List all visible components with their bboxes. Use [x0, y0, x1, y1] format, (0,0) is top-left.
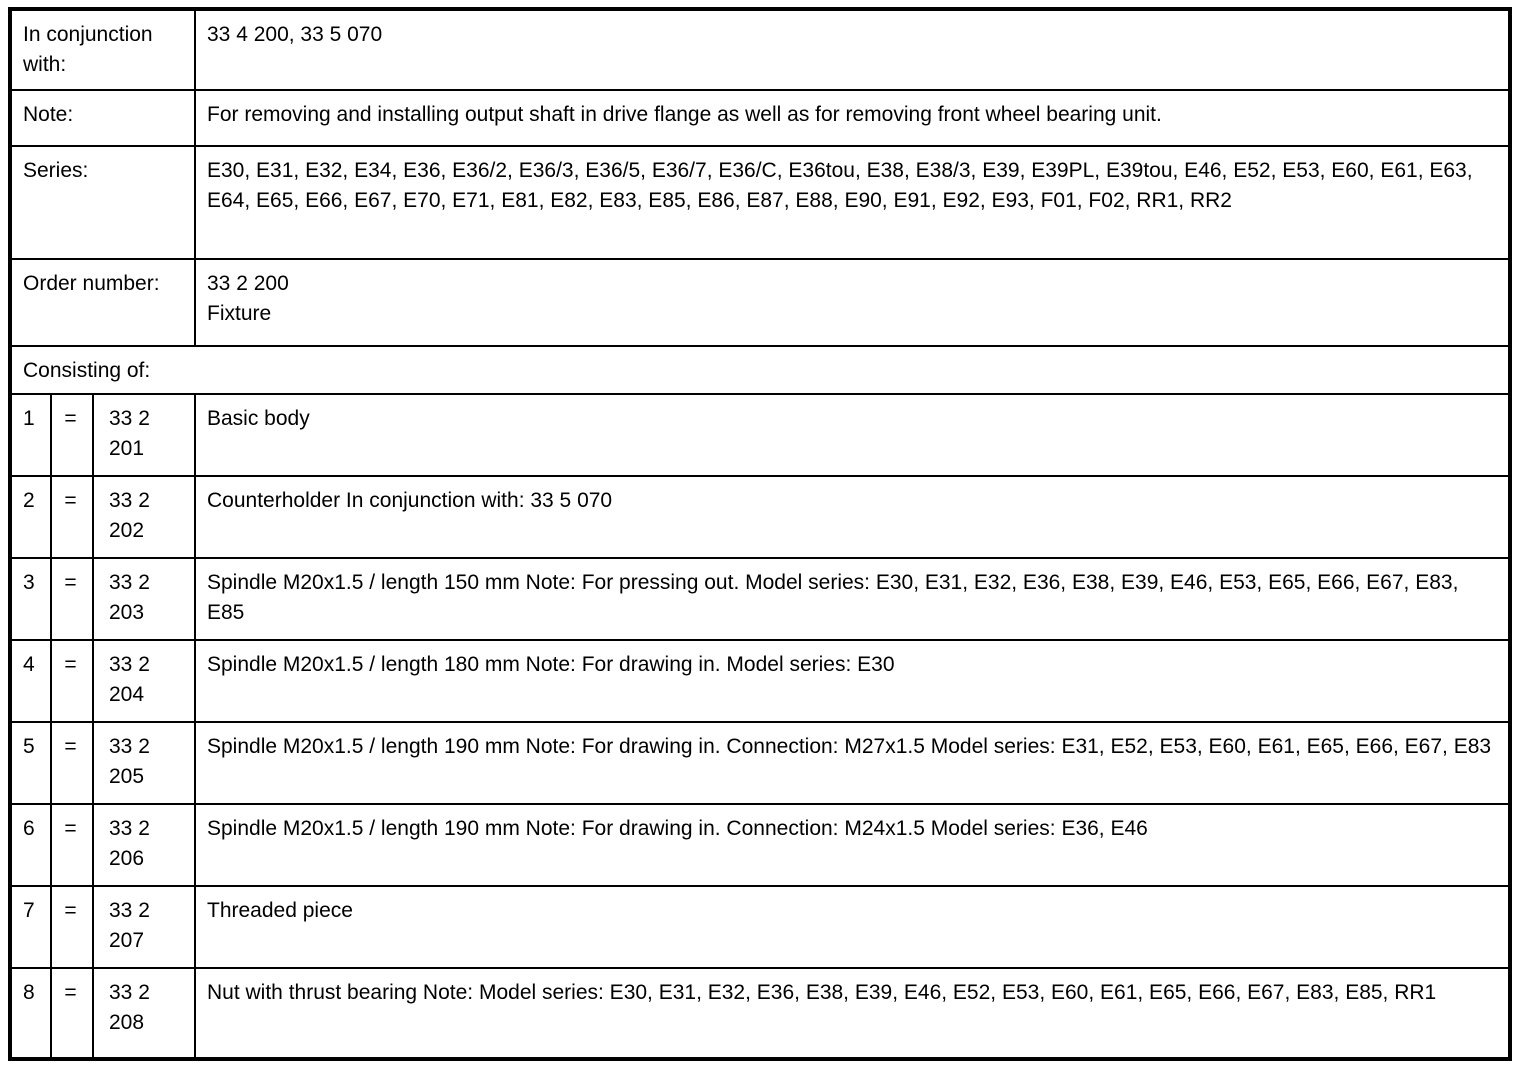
- item-index: 4: [12, 641, 52, 721]
- item-index: 5: [12, 723, 52, 803]
- order-number: 33 2 200: [207, 272, 289, 295]
- equals-sign: =: [52, 559, 94, 639]
- item-part-number: 33 2 204: [94, 641, 196, 721]
- order-name: Fixture: [207, 302, 272, 325]
- equals-sign: =: [52, 395, 94, 475]
- equals-sign: =: [52, 723, 94, 803]
- series-value: E30, E31, E32, E34, E36, E36/2, E36/3, E36/5, E36/7, E36/C, E36tou, E38, E38/3, E39, E39PL, E39tou, E46, E52, E53, E60, E61, E63, E64, E65, E66, E67, E70, E71, E81, E82, E83, E85, E86, E87, E88, E90, E91, E92, E93, F01, F02, RR1, RR2: [207, 159, 1473, 212]
- item-index: 3: [12, 559, 52, 639]
- equals-sign: =: [52, 805, 94, 885]
- item-part-number: 33 2 203: [94, 559, 196, 639]
- table-row: [12, 641, 1508, 723]
- order-number-value: [196, 260, 1508, 345]
- equals-sign: =: [52, 641, 94, 721]
- table-row: [12, 805, 1508, 887]
- item-description: Spindle M20x1.5 / length 190 mm Note: For drawing in. Connection: M24x1.5 Model series: E36, E46: [207, 817, 1148, 840]
- item-index: 6: [12, 805, 52, 885]
- row-order-number: [12, 260, 1508, 347]
- note-value: For removing and installing output shaft in drive flange as well as for removing front wheel bearing unit.: [207, 103, 1162, 126]
- item-description: Threaded piece: [207, 899, 353, 922]
- item-description: Nut with thrust bearing Note: Model series: E30, E31, E32, E36, E38, E39, E46, E52, E53, E60, E61, E65, E66, E67, E83, E85, RR1: [207, 981, 1437, 1004]
- table-row: [12, 395, 1508, 477]
- item-index: 7: [12, 887, 52, 967]
- item-part-number: 33 2 202: [94, 477, 196, 557]
- equals-sign: =: [52, 969, 94, 1057]
- table-row: [12, 887, 1508, 969]
- item-index: 2: [12, 477, 52, 557]
- row-in-conjunction-with: [12, 11, 1508, 91]
- order-number-label: Order number:: [12, 260, 196, 345]
- item-part-number: 33 2 201: [94, 395, 196, 475]
- item-description: Spindle M20x1.5 / length 150 mm Note: For pressing out. Model series: E30, E31, E32, E36, E38, E39, E46, E53, E65, E66, E67, E83, E85: [207, 571, 1459, 624]
- item-description: Basic body: [207, 407, 310, 430]
- equals-sign: =: [52, 477, 94, 557]
- special-tool-table: [8, 7, 1512, 1061]
- item-index: 8: [12, 969, 52, 1057]
- table-row: [12, 477, 1508, 559]
- item-part-number: 33 2 206: [94, 805, 196, 885]
- table-row: [12, 723, 1508, 805]
- item-description: Spindle M20x1.5 / length 190 mm Note: For drawing in. Connection: M27x1.5 Model series: E31, E52, E53, E60, E61, E65, E66, E67, E83: [207, 735, 1492, 758]
- series-label: Series:: [12, 147, 196, 258]
- item-description: Spindle M20x1.5 / length 180 mm Note: For drawing in. Model series: E30: [207, 653, 895, 676]
- item-description: Counterholder In conjunction with: 33 5 070: [207, 489, 613, 512]
- row-consisting-of: [12, 347, 1508, 395]
- equals-sign: =: [52, 887, 94, 967]
- note-label: Note:: [12, 91, 196, 145]
- consisting-of-header: Consisting of:: [23, 359, 151, 382]
- row-note: [12, 91, 1508, 147]
- item-part-number: 33 2 208: [94, 969, 196, 1057]
- table-row: [12, 559, 1508, 641]
- item-index: 1: [12, 395, 52, 475]
- row-series: [12, 147, 1508, 260]
- table-row: [12, 969, 1508, 1057]
- item-part-number: 33 2 207: [94, 887, 196, 967]
- item-part-number: 33 2 205: [94, 723, 196, 803]
- in-conjunction-with-label: In conjunction with:: [12, 11, 196, 89]
- in-conjunction-with-value: 33 4 200, 33 5 070: [207, 23, 383, 46]
